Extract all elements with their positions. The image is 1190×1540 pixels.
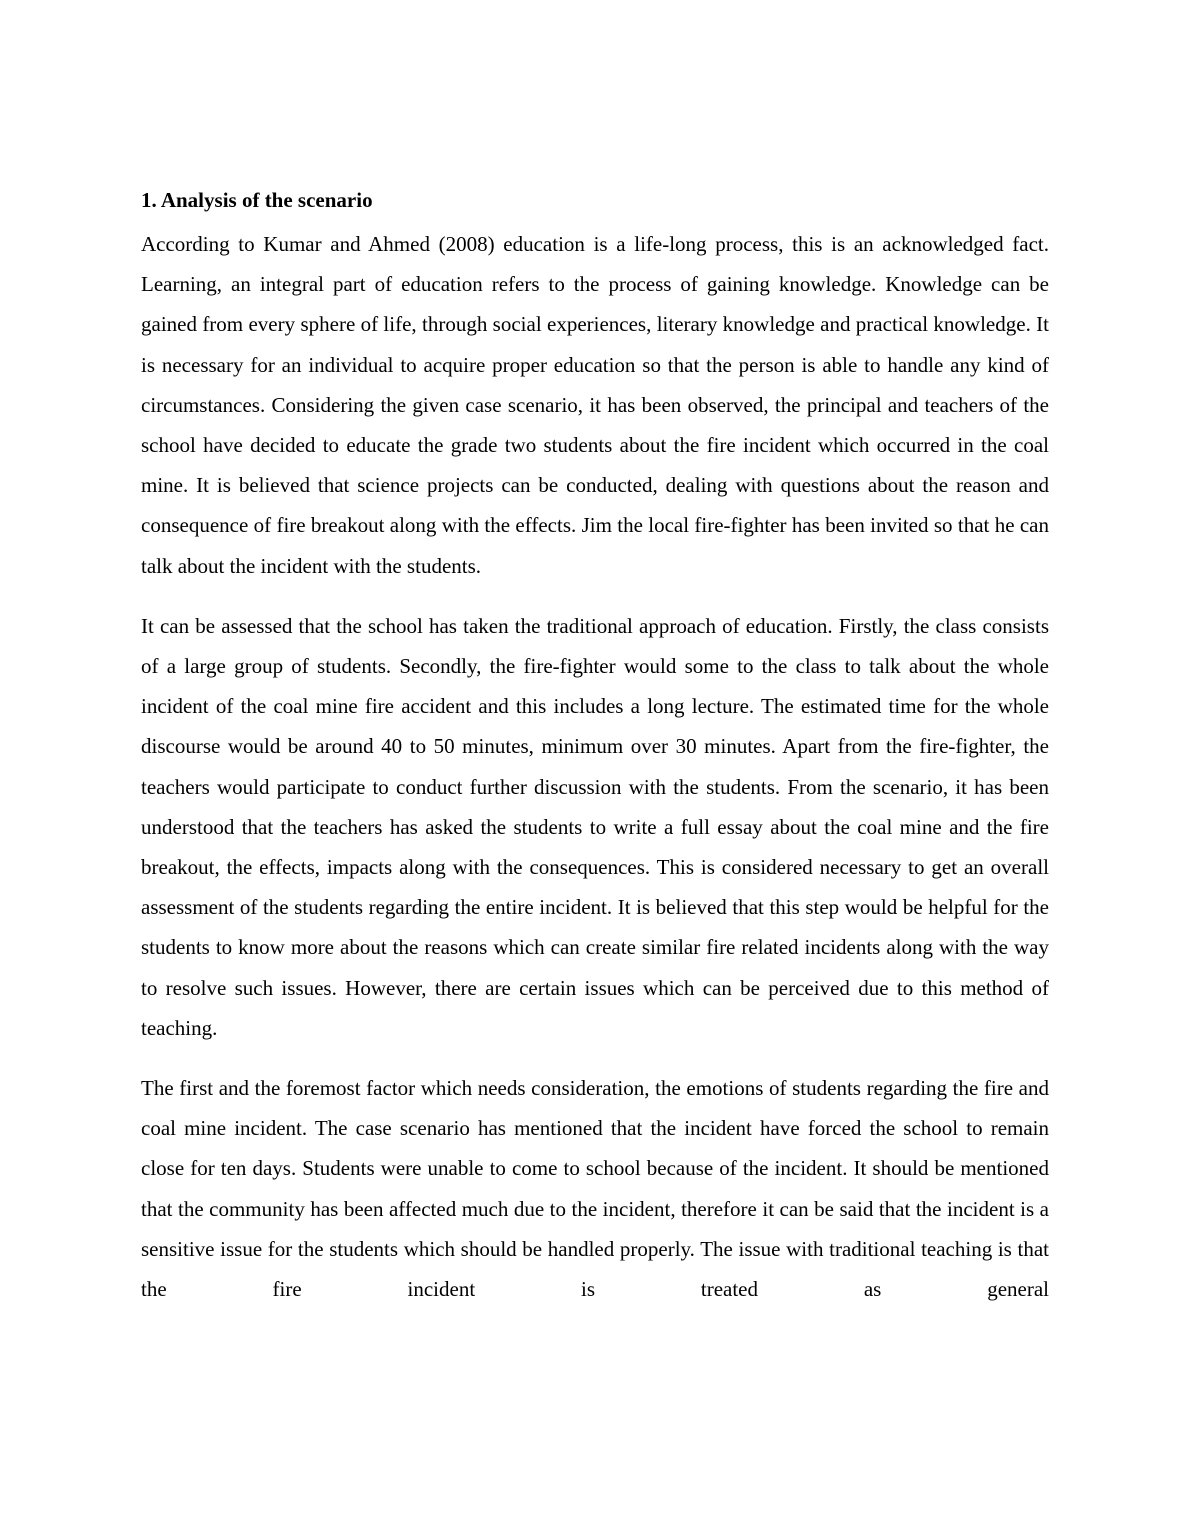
document-body	[141, 184, 1049, 1309]
paragraph-3: The first and the foremost factor which needs consideration, the emotions of students regarding the fire and coal mine incident. The case scenario has mentioned that the incident have forced the school to remain close for ten days. Students were unable to come to school because of the incident. It should be mentioned that the community has been affected much due to the incident, therefore it can be said that the incident is a sensitive issue for the students which should be handled properly. The issue with traditional teaching is that the fire incident is treated as general	[141, 1076, 1049, 1302]
paragraph-1: According to Kumar and Ahmed (2008) education is a life-long process, this is an acknowledged fact. Learning, an integral part of education refers to the process of gaining knowledge. Knowledge can be gained from every sphere of life, through social experiences, literary knowledge and practical knowledge. It is necessary for an individual to acquire proper education so that the person is able to handle any kind of circumstances. Considering the given case scenario, it has been observed, the principal and teachers of the school have decided to educate the grade two students about the fire incident which occurred in the coal mine. It is believed that science projects can be conducted, dealing with questions about the reason and consequence of fire breakout along with the effects. Jim the local fire-fighter has been invited so that he can talk about the incident with the students.	[141, 232, 1049, 578]
paragraph-2: It can be assessed that the school has taken the traditional approach of education. Firstly, the class consists of a large group of students. Secondly, the fire-fighter would some to the class to talk about the whole incident of the coal mine fire accident and this includes a long lecture. The estimated time for the whole discourse would be around 40 to 50 minutes, minimum over 30 minutes. Apart from the fire-fighter, the teachers would participate to conduct further discussion with the students. From the scenario, it has been understood that the teachers has asked the students to write a full essay about the coal mine and the fire breakout, the effects, impacts along with the consequences. This is considered necessary to get an overall assessment of the students regarding the entire incident. It is believed that this step would be helpful for the students to know more about the reasons which can create similar fire related incidents along with the way to resolve such issues. However, there are certain issues which can be perceived due to this method of teaching.	[141, 613, 1049, 1040]
section-heading: 1. Analysis of the scenario	[141, 188, 373, 212]
